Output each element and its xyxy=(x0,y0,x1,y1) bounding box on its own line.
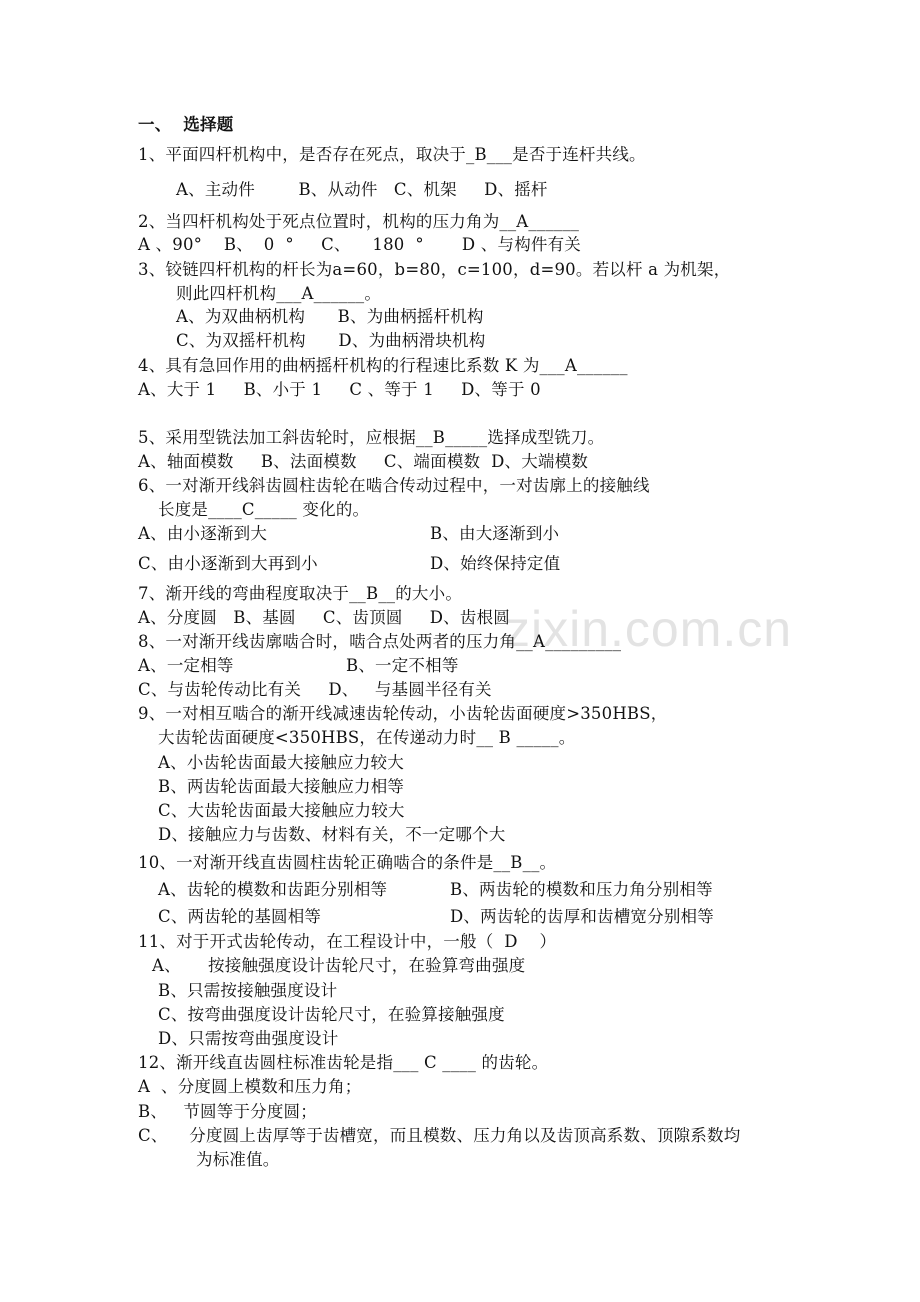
question-6-option-a: A、由小逐渐到大 xyxy=(138,524,268,543)
question-12-option-c: C、 分度圆上齿厚等于齿槽宽，而且模数、压力角以及齿顶高系数、顶隙系数均 xyxy=(138,1126,741,1145)
question-6-option-c: C、由小逐渐到大再到小 xyxy=(138,554,318,573)
question-12-option-c-continued: 为标准值。 xyxy=(196,1150,280,1169)
question-11: 11、对于开式齿轮传动，在工程设计中，一般（ D ） xyxy=(138,932,557,951)
question-4-options: A、大于 1 B、小于 1 C 、等于 1 D、等于 0 xyxy=(138,380,541,399)
question-10-option-a: A、齿轮的模数和齿距分别相等 xyxy=(158,880,388,899)
question-9: 9、一对相互啮合的渐开线减速齿轮传动，小齿轮齿面硬度>350HBS， xyxy=(138,704,668,723)
question-2-options: A 、90° B、 0 ° C、 180 ° D 、与构件有关 xyxy=(138,235,581,254)
question-9-option-c: C、大齿轮齿面最大接触应力较大 xyxy=(158,801,405,820)
question-9-continued: 大齿轮齿面硬度<350HBS，在传递动力时__ B _____。 xyxy=(158,728,576,747)
question-9-option-d: D、接触应力与齿数、材料有关，不一定哪个大 xyxy=(158,825,506,844)
question-3-options-cd: C、为双摇杆机构 D、为曲柄滑块机构 xyxy=(176,331,486,350)
question-10: 10、一对渐开线直齿圆柱齿轮正确啮合的条件是__B__。 xyxy=(138,853,557,872)
question-9-option-a: A、小齿轮齿面最大接触应力较大 xyxy=(158,753,404,772)
question-8: 8、一对渐开线齿廓啮合时，啮合点处两者的压力角__A_________ xyxy=(138,632,622,651)
section-title: 一、 选择题 xyxy=(138,115,234,134)
question-5-options: A、轴面模数 B、法面模数 C、端面模数 D、大端模数 xyxy=(138,452,589,471)
question-10-option-d: D、两齿轮的齿厚和齿槽宽分别相等 xyxy=(450,907,714,926)
question-12-option-b: B、 节圆等于分度圆； xyxy=(138,1102,317,1121)
question-10-option-c: C、两齿轮的基圆相等 xyxy=(158,907,322,926)
question-11-option-b: B、只需按接触强度设计 xyxy=(158,981,338,1000)
question-8-options-cd: C、与齿轮传动比有关 D、 与基圆半径有关 xyxy=(138,680,492,699)
question-1: 1、平面四杆机构中，是否存在死点，取决于_B___是否于连杆共线。 xyxy=(138,145,646,164)
question-12-option-a: A 、分度圆上模数和压力角； xyxy=(138,1077,362,1096)
question-3: 3、铰链四杆机构的杆长为a=60，b=80，c=100，d=90。若以杆 a 为机架， xyxy=(138,260,731,279)
question-7-options: A、分度圆 B、基圆 C、齿顶圆 D、齿根圆 xyxy=(138,608,510,627)
question-3-options-ab: A、为双曲柄机构 B、为曲柄摇杆机构 xyxy=(176,307,484,326)
question-2: 2、当四杆机构处于死点位置时，机构的压力角为__A______ xyxy=(138,212,580,231)
question-6-continued: 长度是____C_____ 变化的。 xyxy=(158,500,370,519)
question-6-option-b: B、由大逐渐到小 xyxy=(430,524,560,543)
question-3-continued: 则此四杆机构___A______。 xyxy=(176,284,382,303)
question-11-option-d: D、只需按弯曲强度设计 xyxy=(158,1029,339,1048)
question-5: 5、采用型铣法加工斜齿轮时，应根据__B_____选择成型铣刀。 xyxy=(138,428,605,447)
question-8-option-a: A、一定相等 xyxy=(138,656,234,675)
question-7: 7、渐开线的弯曲程度取决于__B__的大小。 xyxy=(138,584,463,603)
question-8-option-b: B、一定不相等 xyxy=(346,656,459,675)
question-12: 12、渐开线直齿圆柱标准齿轮是指___ C ____ 的齿轮。 xyxy=(138,1053,549,1072)
question-11-option-a: A、 按接触强度设计齿轮尺寸，在验算弯曲强度 xyxy=(152,956,526,975)
question-9-option-b: B、两齿轮齿面最大接触应力相等 xyxy=(158,777,405,796)
watermark: zixin.com.cn xyxy=(505,601,793,657)
question-1-options: A、主动件 B、从动件 C、机架 D、摇杆 xyxy=(176,180,548,199)
question-4: 4、具有急回作用的曲柄摇杆机构的行程速比系数 K 为___A______ xyxy=(138,356,628,375)
question-11-option-c: C、按弯曲强度设计齿轮尺寸，在验算接触强度 xyxy=(158,1005,505,1024)
question-10-option-b: B、两齿轮的模数和压力角分别相等 xyxy=(450,880,713,899)
question-6: 6、一对渐开线斜齿圆柱齿轮在啮合传动过程中，一对齿廓上的接触线 xyxy=(138,476,650,495)
question-6-option-d: D、始终保持定值 xyxy=(430,554,561,573)
